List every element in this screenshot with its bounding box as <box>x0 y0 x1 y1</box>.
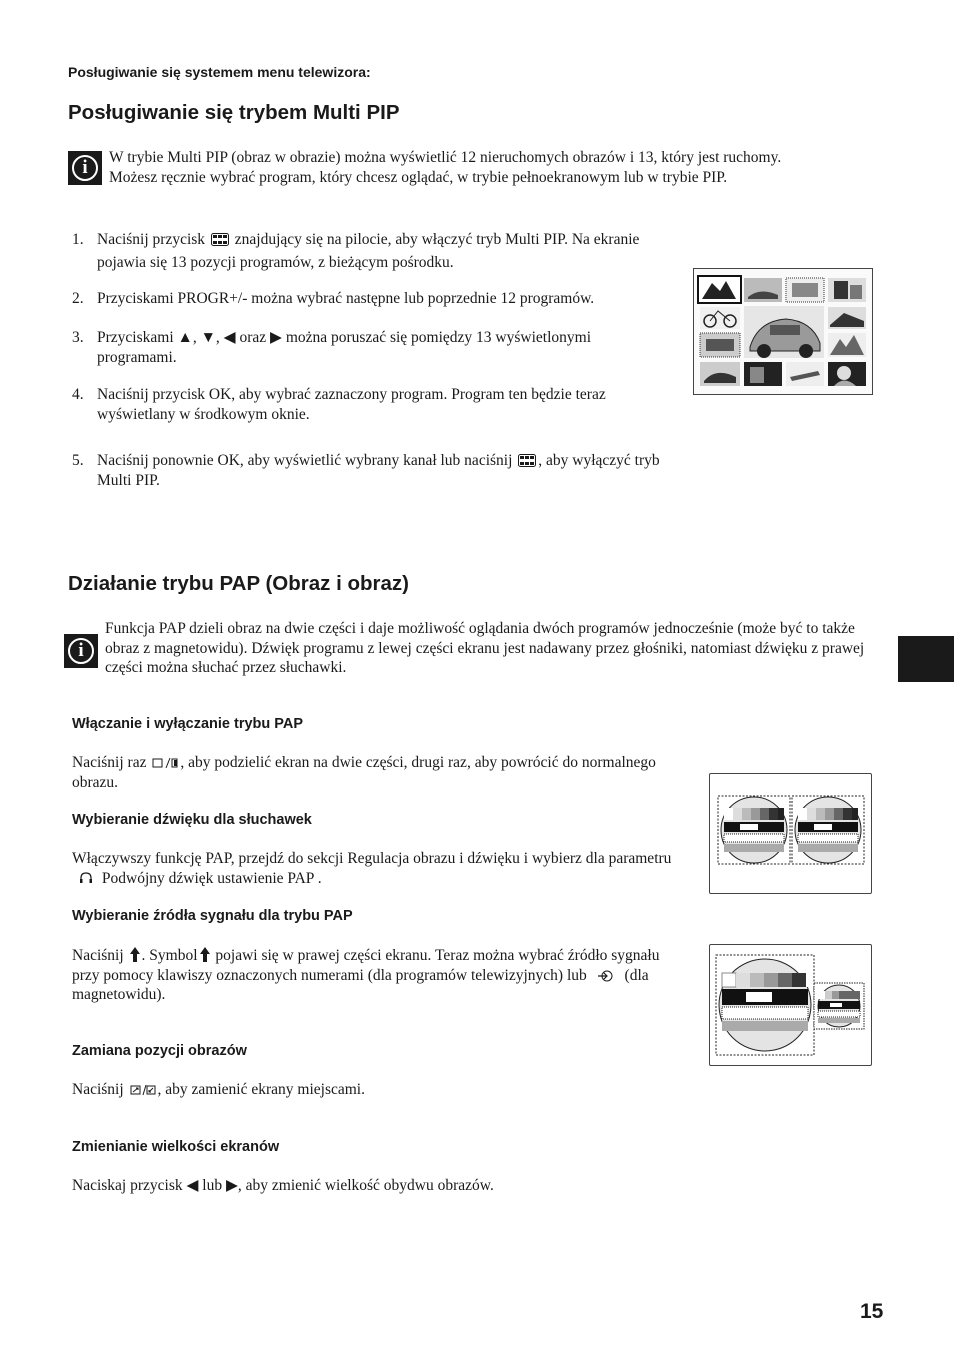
headphones-icon <box>78 871 94 885</box>
multi-pip-button-icon <box>211 233 229 246</box>
pap-unequal-split-image <box>710 945 871 1065</box>
resize-screens-text: Naciskaj przycisk ◀ lub ▶, aby zmienić wielkość obydwu obrazów. <box>72 1177 494 1194</box>
swap-button-icon <box>130 1084 156 1096</box>
input-source-icon <box>597 970 615 982</box>
running-header: Posługiwanie się systemem menu telewizora: <box>68 64 371 80</box>
info-icon: i <box>68 151 102 185</box>
up-arrow-icon <box>200 947 210 962</box>
list-item: 3. Przyciskami ▲, ▼, ◀ oraz ▶ można poruszać się pomiędzy 13 wyświetlonymi programami. <box>72 329 592 366</box>
swap-pictures-text: Naciśnij , aby zamienić ekrany miejscami. <box>72 1081 365 1098</box>
pap-unequal-split-illustration <box>709 944 872 1066</box>
subheading-resize-screens: Zmienianie wielkości ekranów <box>72 1139 280 1155</box>
list-item: 1. Naciśnij przycisk znajdujący się na pilocie, aby włączyć tryb Multi PIP. Na ekranie pojawia się 13 pozycji programów, z bieżącym pośrodku. <box>72 231 640 271</box>
pap-toggle-text: Naciśnij raz , aby podzielić ekran na dwie części, drugi raz, aby powrócić do normalnego obrazu. <box>72 754 656 791</box>
section-title-multi-pip: Posługiwanie się trybem Multi PIP <box>68 101 400 124</box>
subheading-headphone-sound: Wybieranie dźwięku dla słuchawek <box>72 812 312 828</box>
page-number: 15 <box>860 1300 884 1323</box>
pap-info-text: Funkcja PAP dzieli obraz na dwie części i daje możliwość oglądania dwóch programów jednocześnie (może być to także obraz z magnetowidu). Dźwięk programu z lewej części ekranu jest nadawany przez głośniki, natomiast dźwięku z prawej części można słuchać przez słuchawki. <box>105 620 865 676</box>
multi-pip-grid-image <box>694 269 872 394</box>
list-item: 5. Naciśnij ponownie OK, aby wyświetlić wybrany kanał lub naciśnij , aby wyłączyć tryb Multi PIP. <box>72 452 660 489</box>
pap-equal-split-illustration <box>709 773 872 894</box>
list-item: 2. Przyciskami PROGR+/- można wybrać następne lub poprzednie 12 programów. <box>72 290 595 307</box>
subheading-pap-source: Wybieranie źródła sygnału dla trybu PAP <box>72 908 353 924</box>
pap-source-text: Naciśnij . Symbol pojawi się w prawej części ekranu. Teraz można wybrać źródło sygnału przy pomocy klawiszy oznaczonych numerami (dla programów telewizyjnych) lub (dla magnetowidu). <box>72 947 660 1003</box>
list-item: 4. Naciśnij przycisk OK, aby wybrać zaznaczony program. Program ten będzie teraz wyświetlany w środkowym oknie. <box>72 386 606 423</box>
section-title-pap: Działanie trybu PAP (Obraz i obraz) <box>68 572 409 595</box>
multi-pip-info-text: W trybie Multi PIP (obraz w obrazie) można wyświetlić 12 nieruchomych obrazów i 13, który jest ruchomy. Możesz ręcznie wybrać program, który chcesz oglądać, w trybie pełnoekranowym lub w trybie PIP. <box>109 149 782 186</box>
multi-pip-button-icon <box>518 454 536 467</box>
chapter-tab-marker <box>898 636 954 682</box>
pap-equal-split-image <box>710 774 871 893</box>
pap-button-icon <box>152 757 178 769</box>
subheading-pap-toggle: Włączanie i wyłączanie trybu PAP <box>72 716 304 732</box>
subheading-swap-pictures: Zamiana pozycji obrazów <box>72 1043 247 1059</box>
headphone-sound-text: Włączywszy funkcję PAP, przejdź do sekcji Regulacja obrazu i dźwięku i wybierz dla parametru Podwójny dźwięk ustawienie PAP . <box>72 850 672 887</box>
up-arrow-icon <box>130 947 140 962</box>
info-icon: i <box>64 634 98 668</box>
multi-pip-screen-illustration <box>693 268 873 395</box>
